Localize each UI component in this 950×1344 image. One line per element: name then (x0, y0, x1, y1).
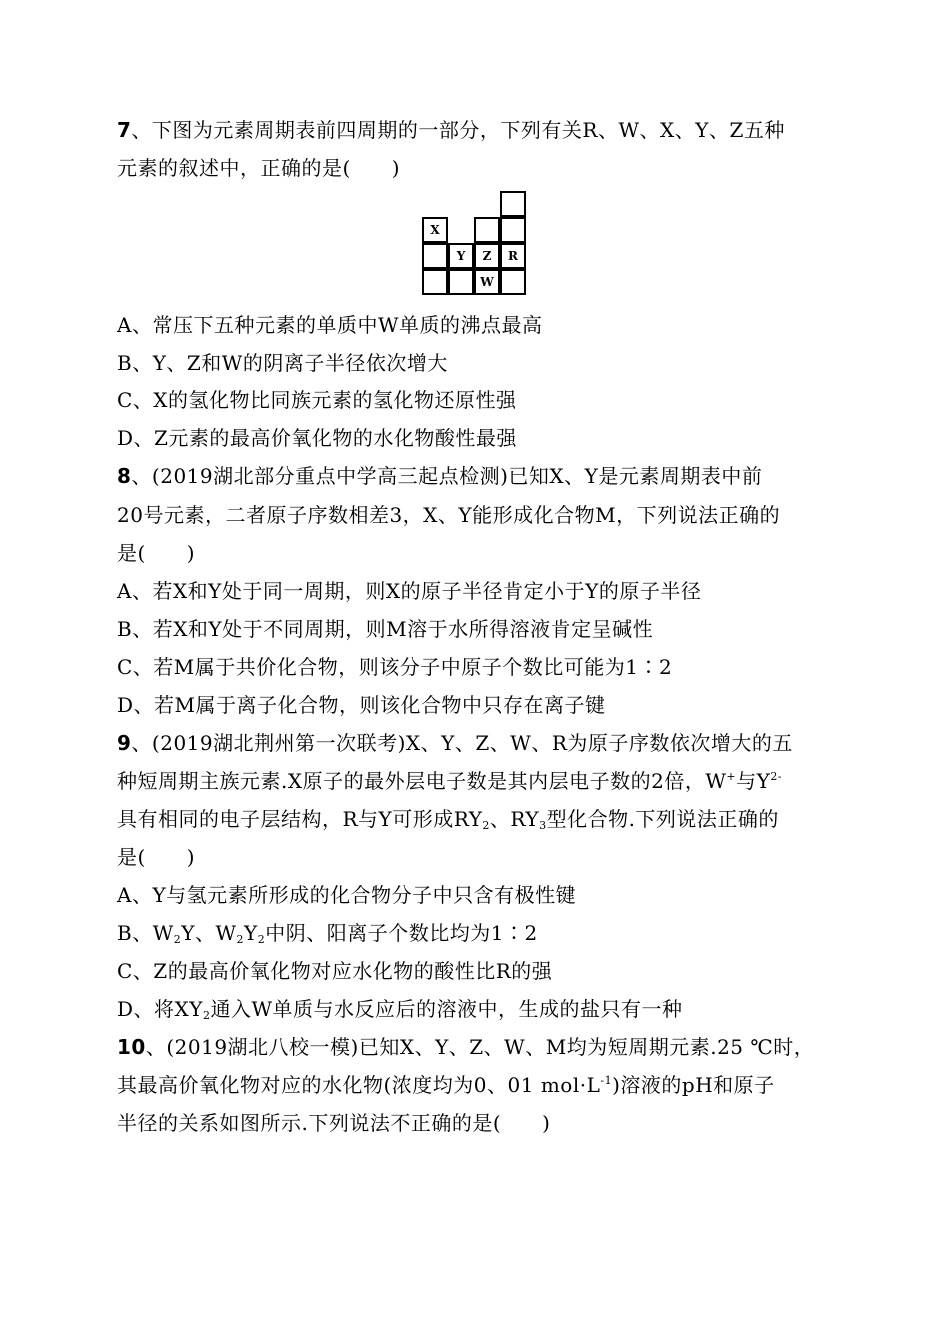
table-cell-empty (500, 269, 526, 295)
q8-option-a: A、若X和Y处于同一周期，则X的原子半径肯定小于Y的原子半径 (117, 579, 702, 603)
q10-number: 10 (117, 1035, 146, 1059)
q7-number: 7 (117, 118, 132, 142)
q9-stem-line4: 是( ) (117, 845, 196, 869)
table-cell-empty (422, 243, 448, 269)
q7-stem-line2: 元素的叙述中，正确的是( ) (117, 156, 401, 180)
table-cell-w: W (474, 269, 500, 295)
q7-option-b: B、Y、Z和W的阴离子半径依次增大 (117, 351, 448, 375)
q8-option-d: D、若M属于离子化合物，则该化合物中只存在离子键 (117, 693, 606, 717)
q9-stem-line3: 具有相同的电子层结构，R与Y可形成$RY_2$、$RY_3$型化合物.下列说法正确的 (117, 807, 779, 832)
table-cell-empty (500, 217, 526, 243)
table-cell-empty (422, 269, 448, 295)
q9-option-b: B、$W_2Y$、$W_2Y_2$中阴、阳离子个数比均为1∶2 (117, 921, 538, 946)
table-cell-r: R (500, 243, 526, 269)
q8-option-c: C、若M属于共价化合物，则该分子中原子个数比可能为1∶2 (117, 655, 673, 679)
q7-option-c: C、X的氢化物比同族元素的氢化物还原性强 (117, 388, 517, 412)
table-cell-y: Y (448, 243, 474, 269)
q9-number: 9 (117, 731, 132, 755)
q7-option-d: D、Z元素的最高价氧化物的水化物酸性最强 (117, 426, 517, 450)
q10-stem-line1: 10、(2019湖北八校一模)已知X、Y、Z、W、M均为短周期元素.25 ℃时， (117, 1035, 815, 1059)
q9-option-c: C、Z的最高价氧化物对应水化物的酸性比R的强 (117, 959, 553, 983)
q7-stem-line1: 7、下图为元素周期表前四周期的一部分，下列有关R、W、X、Y、Z五种 (117, 118, 785, 142)
q10-stem-line2: 其最高价氧化物对应的水化物(浓度均为0、01 $mol\cdot L^{-1}$)溶液的pH和原子 (117, 1073, 775, 1097)
q10-stem-line3: 半径的关系如图所示.下列说法不正确的是( ) (117, 1111, 551, 1135)
q8-option-b: B、若X和Y处于不同周期，则M溶于水所得溶液肯定呈碱性 (117, 617, 654, 641)
q9-stem-line1: 9、(2019湖北荆州第一次联考)X、Y、Z、W、R为原子序数依次增大的五 (117, 731, 793, 755)
table-cell-empty (474, 217, 500, 243)
table-cell-empty (500, 191, 526, 217)
table-cell-z: Z (474, 243, 500, 269)
q8-stem-line3: 是( ) (117, 541, 196, 565)
q8-stem-line2: 20号元素，二者原子序数相差3，X、Y能形成化合物M，下列说法正确的 (117, 503, 781, 527)
q8-stem-line1: 8、(2019湖北部分重点中学高三起点检测)已知X、Y是元素周期表中前 (117, 464, 763, 488)
table-cell-empty (448, 269, 474, 295)
q9-stem-line2: 种短周期主族元素.X原子的最外层电子数是其内层电子数的2倍，W+与$Y^{2-}$ (117, 769, 783, 793)
q8-number: 8 (117, 464, 132, 488)
table-cell-x: X (422, 217, 448, 243)
q9-option-d: D、将$XY_2$通入W单质与水反应后的溶液中，生成的盐只有一种 (117, 997, 683, 1022)
q7-option-a: A、常压下五种元素的单质中W单质的沸点最高 (117, 313, 543, 337)
q9-option-a: A、Y与氢元素所形成的化合物分子中只含有极性键 (117, 883, 577, 907)
